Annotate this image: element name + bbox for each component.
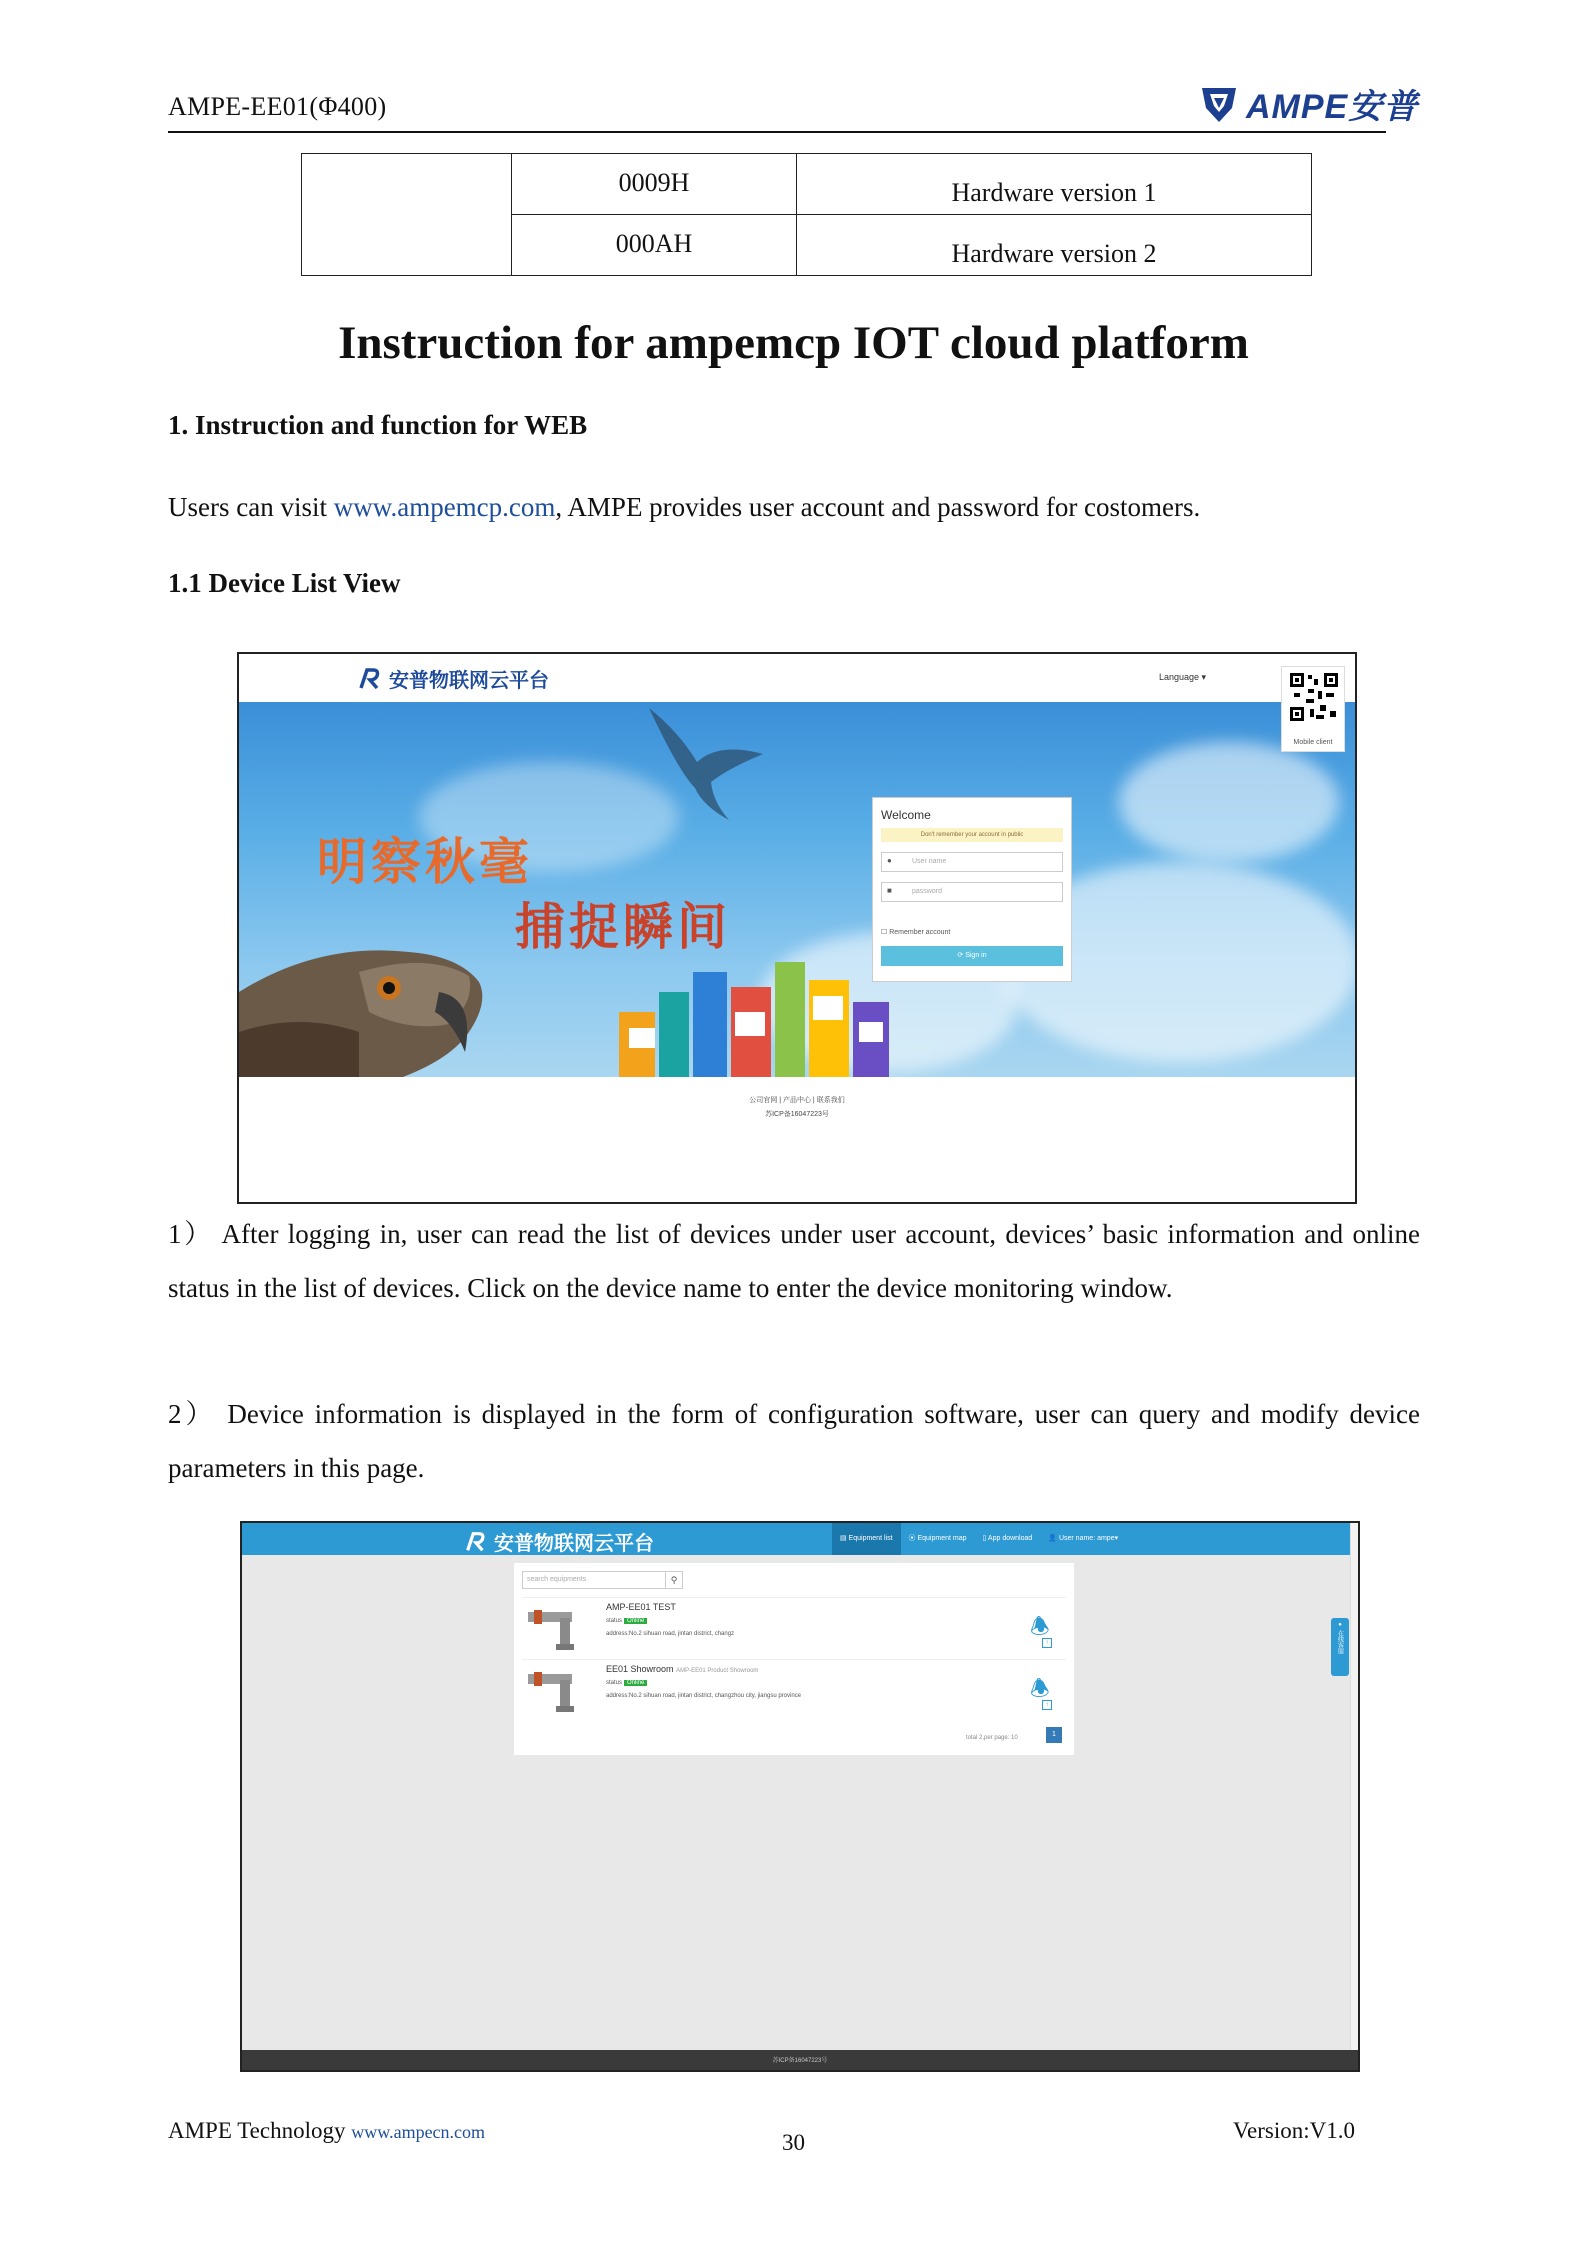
section-heading: 1. Instruction and function for WEB <box>168 410 588 440</box>
company-name: AMPE Technology <box>168 2118 352 2143</box>
device-name-text: EE01 Showroom <box>606 1664 674 1674</box>
hardware-version-table <box>301 153 1312 276</box>
qr-label: Mobile client <box>1293 739 1333 746</box>
welcome-heading: Welcome <box>881 808 931 822</box>
product-boxes-image <box>609 952 899 1077</box>
brand-text: 安普物联网云平台 <box>389 670 549 692</box>
login-banner <box>239 702 1355 1077</box>
nav-app-download[interactable]: ▯ App download <box>982 1535 1033 1542</box>
mobile-client-qr[interactable] <box>1281 666 1345 752</box>
page-button[interactable]: 1 <box>1046 1727 1062 1743</box>
remember-label: Remember account <box>889 929 951 936</box>
intro-text-after: , AMPE provides user account and password for costomers. <box>555 492 1201 522</box>
device-status <box>606 1618 647 1624</box>
device-name-text: AMP-EE01 TEST <box>606 1602 676 1612</box>
brand-text: 安普物联网云平台 <box>494 1533 654 1555</box>
pagination-summary: total 2,per page: 10 <box>966 1735 1018 1741</box>
slogan-line-1: 明察秋毫 <box>317 834 533 890</box>
device-address: address:No.2 sihuan road, jintan district, changzhou city, jiangsu province <box>606 1693 801 1699</box>
table-cell-empty <box>302 154 512 276</box>
search-input[interactable]: search equipments <box>522 1571 666 1589</box>
online-service-tab[interactable] <box>1331 1618 1349 1676</box>
status-label: status <box>606 1680 623 1686</box>
qr-code-icon <box>1290 673 1338 721</box>
remember-account-checkbox[interactable]: ☐ Remember account <box>881 929 951 936</box>
ampe-logo <box>1198 74 1423 132</box>
online-service-label: 在线客服 <box>1336 1630 1343 1654</box>
login-topbar <box>239 654 1355 702</box>
device-subtitle: AMP-EE01 Product Showroom <box>676 1668 759 1674</box>
login-panel <box>872 797 1072 982</box>
pin-icon[interactable]: ↑ <box>1042 1700 1052 1710</box>
status-label: status <box>606 1618 623 1624</box>
page-number: 30 <box>782 2130 805 2155</box>
intro-text-before: Users can visit <box>168 492 334 522</box>
search-icon[interactable]: ⚲ <box>665 1571 683 1589</box>
login-page-screenshot <box>237 652 1357 1204</box>
username-input[interactable]: User name <box>881 852 1063 872</box>
table-cell-desc: Hardware version 2 <box>797 215 1312 276</box>
sign-in-button[interactable]: ⟳ Sign in <box>881 946 1063 966</box>
login-warning: Don't remember your account in public <box>881 828 1063 842</box>
status-badge: Online <box>624 1680 647 1686</box>
ampe-shield-icon <box>1198 82 1240 124</box>
hawk-head-image <box>239 912 599 1077</box>
device-address: address:No.2 sihuan road, jintan district, changz <box>606 1631 735 1637</box>
table-cell-desc: Hardware version 1 <box>797 154 1312 215</box>
scrollbar[interactable] <box>1350 1523 1358 2050</box>
device-list-item[interactable] <box>522 1659 1066 1721</box>
document-version: Version:V1.0 <box>1233 2118 1356 2143</box>
language-dropdown[interactable]: Language ▾ <box>1159 672 1207 682</box>
sign-in-label: Sign in <box>965 952 987 959</box>
user-icon: ● <box>887 856 892 865</box>
table-row <box>302 154 1312 215</box>
password-input[interactable]: password <box>881 882 1063 902</box>
slogan-line-2: 捕捉瞬间 <box>515 899 731 955</box>
table-cell-code: 0009H <box>512 154 797 215</box>
platform-link[interactable]: www.ampemcp.com <box>333 492 556 522</box>
chat-icon: ● <box>1338 1622 1342 1628</box>
device-list-screenshot <box>240 1521 1360 2072</box>
document-title: AMPE-EE01(Φ400) <box>168 92 387 121</box>
company-website-link[interactable]: www.ampecn.com <box>351 2122 486 2142</box>
device-status <box>606 1680 647 1686</box>
login-footer <box>239 1077 1355 1204</box>
pin-icon[interactable]: ↑ <box>1042 1638 1052 1648</box>
nav-user-menu[interactable]: 👤 User name: ampe▾ <box>1048 1535 1119 1542</box>
subsection-heading: 1.1 Device List View <box>168 568 401 598</box>
bell-icon[interactable]: 🕭 <box>1030 1676 1050 1701</box>
eagle-silhouette-icon <box>639 702 769 822</box>
device-list-panel <box>514 1563 1074 1755</box>
status-badge: Online <box>624 1618 647 1624</box>
device-name[interactable] <box>606 1602 676 1612</box>
header-rule <box>168 131 1386 133</box>
device-list-footer: 苏ICP备16047223号 <box>242 2050 1358 2072</box>
top-navigation <box>832 1523 1126 1555</box>
intro-paragraph <box>168 480 1420 534</box>
icp-number: 苏ICP备16047223号 <box>765 1111 829 1118</box>
device-name[interactable] <box>606 1664 758 1674</box>
logo-text: AMPE安普 <box>1246 87 1419 126</box>
device-thumbnail <box>526 1604 582 1652</box>
device-thumbnail <box>526 1666 582 1714</box>
brand-logo-icon <box>357 666 383 692</box>
footer-links[interactable]: 公司官网 | 产品中心 | 联系我们 <box>749 1097 845 1104</box>
brand-logo-icon <box>464 1530 488 1554</box>
main-title: Instruction for ampemcp IOT cloud platform <box>338 317 1249 369</box>
platform-brand <box>464 1527 654 1556</box>
device-list-item[interactable] <box>522 1597 1066 1659</box>
platform-brand <box>357 664 549 693</box>
paragraph-1: 1） After logging in, user can read the list of devices under user account, devices’ basic information and online status in the list of devices. Click on the device name to enter the device monitoring window. <box>168 1219 1420 1303</box>
bell-icon[interactable]: 🕭 <box>1030 1614 1050 1639</box>
lock-icon: ■ <box>887 886 892 895</box>
nav-equipment-list[interactable]: ▤ Equipment list <box>832 1523 901 1555</box>
nav-equipment-map[interactable]: ⦿ Equipment map <box>908 1535 967 1542</box>
device-list-topbar <box>242 1523 1357 1555</box>
table-cell-code: 000AH <box>512 215 797 276</box>
paragraph-2: 2） Device information is displayed in the form of configuration software, user can query and modify device parameters in this page. <box>168 1399 1420 1483</box>
